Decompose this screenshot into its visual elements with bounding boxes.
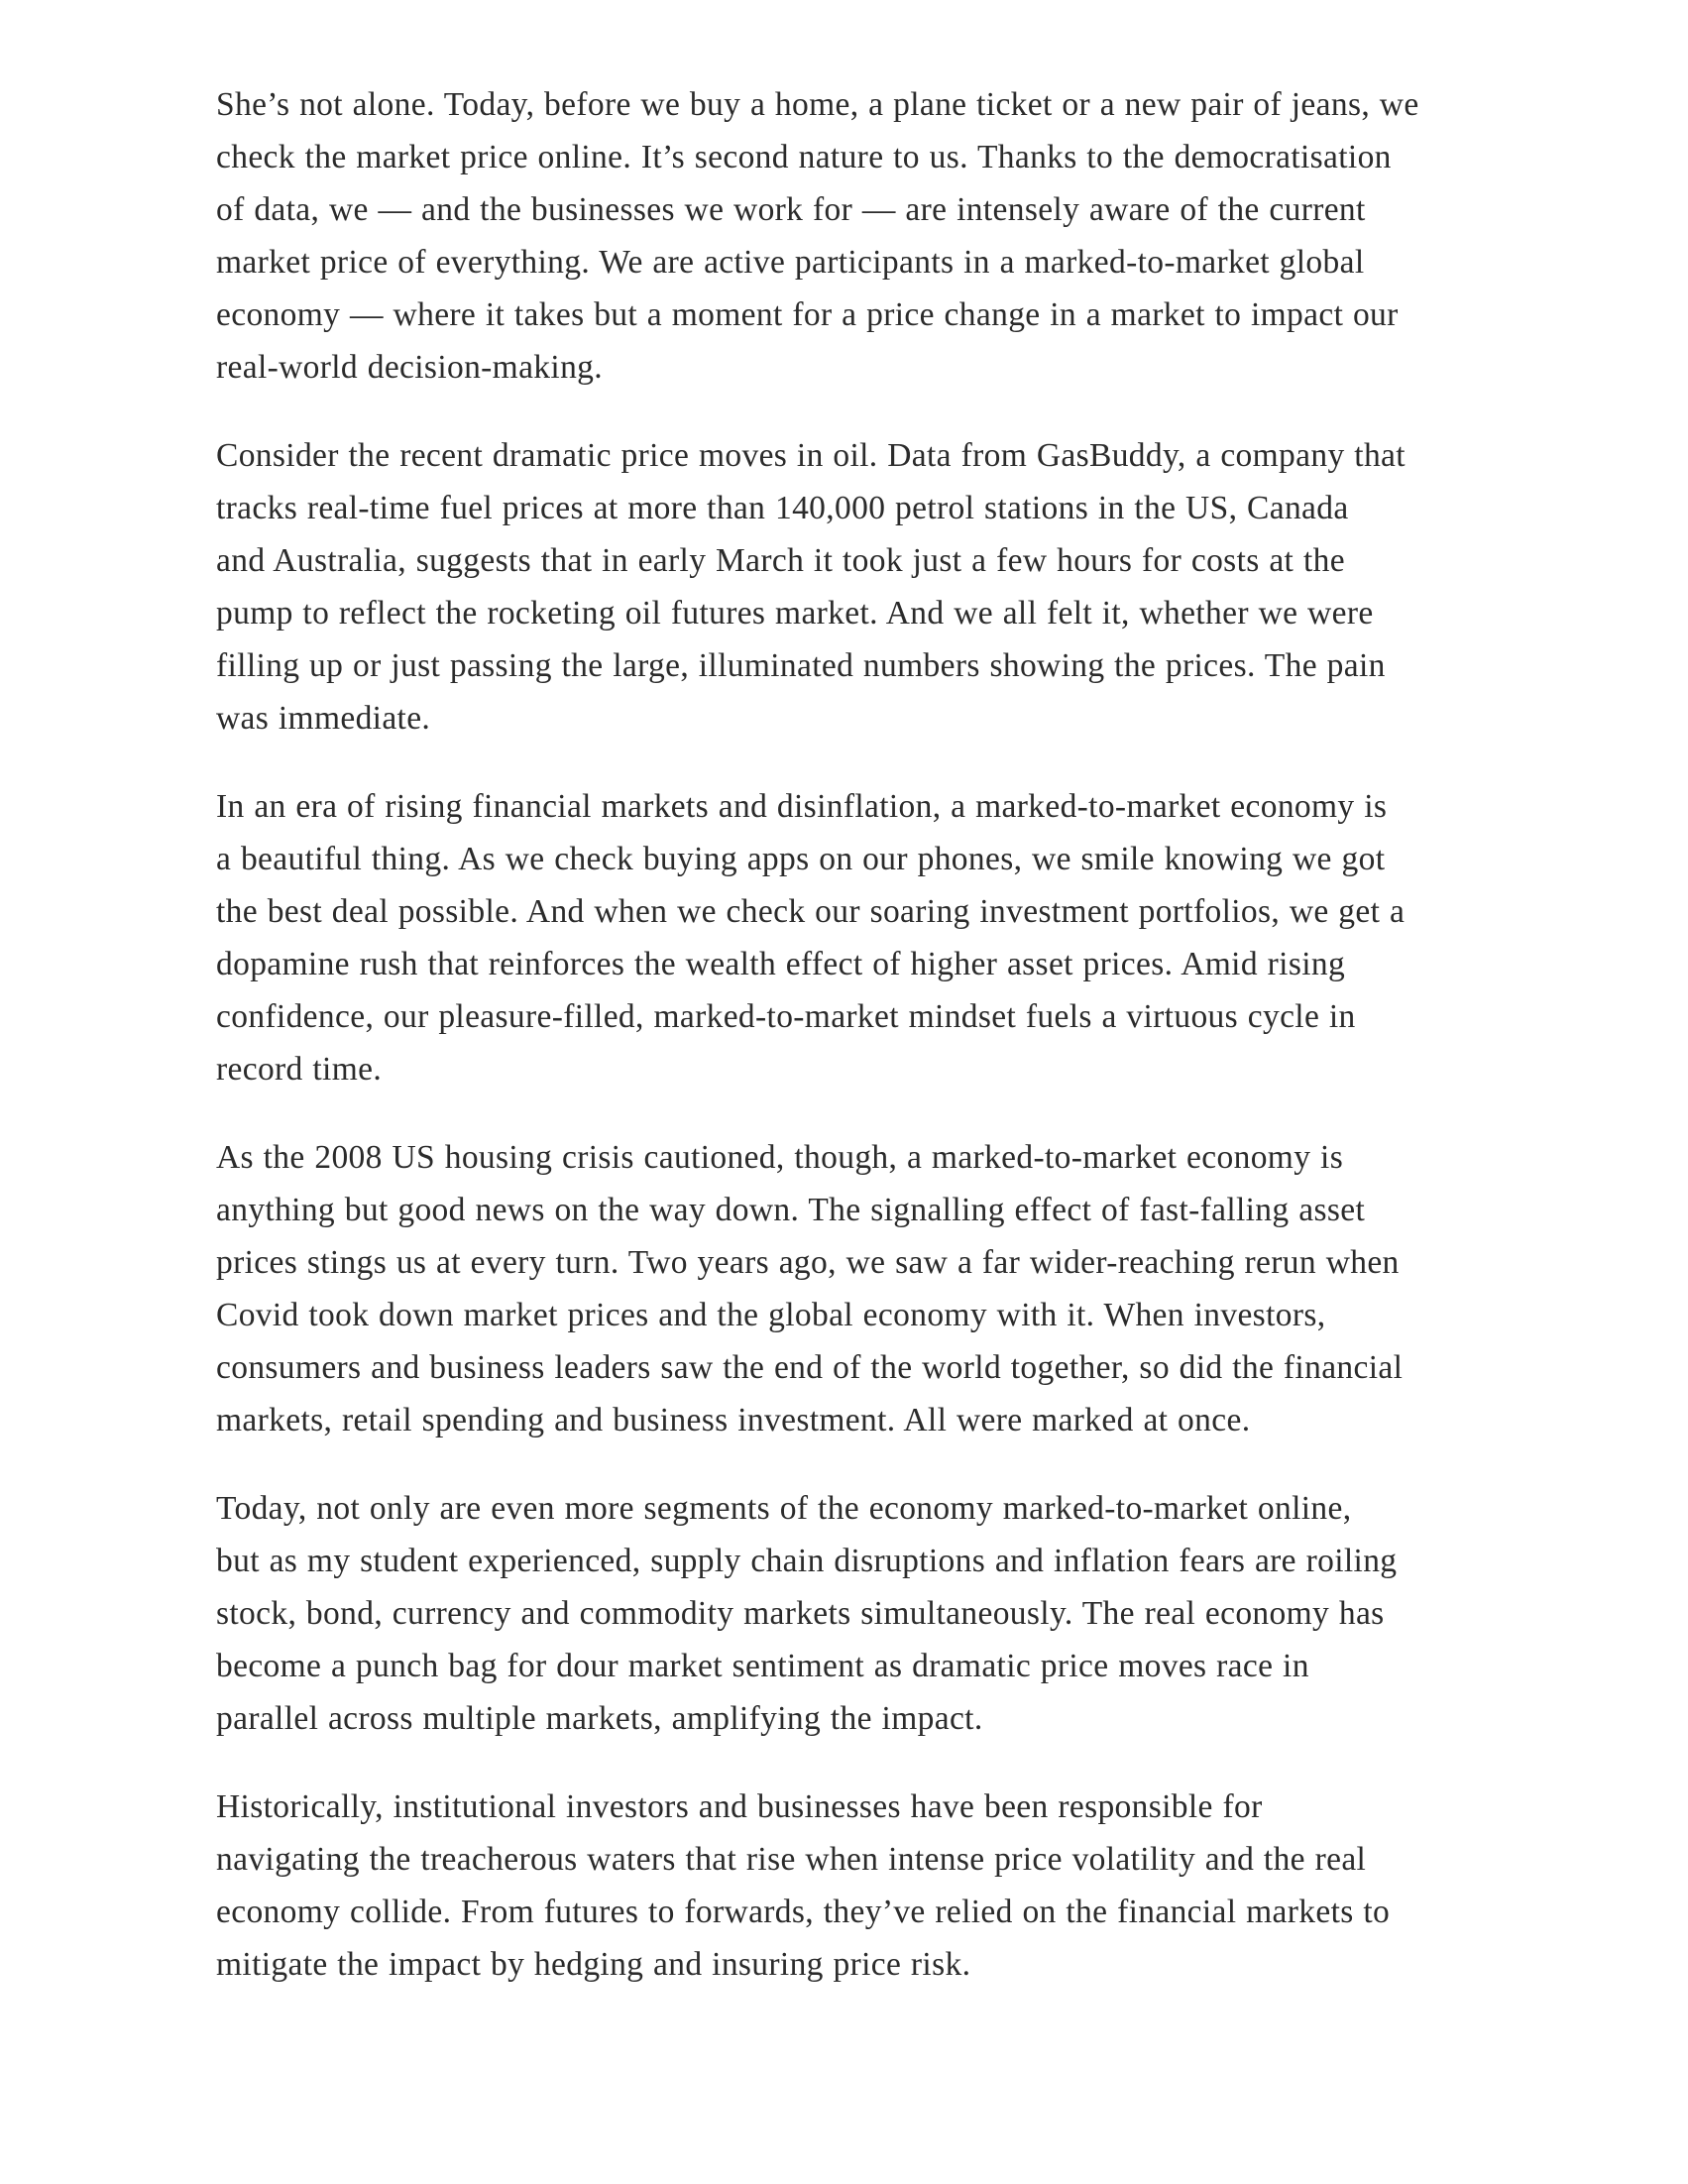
text-line: market price of everything. We are active participants in a marked-to-market global (216, 244, 1365, 281)
text-line: markets, retail spending and business investment. All were marked at once. (216, 1402, 1251, 1438)
text-line: check the market price online. It’s second nature to us. Thanks to the democratisation (216, 139, 1392, 175)
text-line: stock, bond, currency and commodity markets simultaneously. The real economy has (216, 1595, 1385, 1632)
paragraph-1 (216, 78, 1495, 394)
text-line: a beautiful thing. As we check buying apps on our phones, we smile knowing we got (216, 841, 1386, 877)
text-line: She’s not alone. Today, before we buy a home, a plane ticket or a new pair of jeans, we (216, 86, 1419, 123)
text-line: consumers and business leaders saw the end of the world together, so did the financial (216, 1349, 1404, 1386)
text-line: parallel across multiple markets, amplifying the impact. (216, 1700, 983, 1737)
text-line: filling up or just passing the large, illuminated numbers showing the prices. The pain (216, 647, 1386, 684)
text-line: record time. (216, 1051, 383, 1088)
text-line: was immediate. (216, 700, 431, 737)
text-line: pump to reflect the rocketing oil futures market. And we all felt it, whether we were (216, 595, 1374, 632)
text-line: prices stings us at every turn. Two years ago, we saw a far wider-reaching rerun when (216, 1244, 1400, 1281)
paragraph-2 (216, 429, 1495, 745)
text-line: dopamine rush that reinforces the wealth effect of higher asset prices. Amid rising (216, 946, 1346, 982)
text-line: mitigate the impact by hedging and insuring price risk. (216, 1946, 971, 1983)
text-line: As the 2008 US housing crisis cautioned, though, a marked-to-market economy is (216, 1139, 1344, 1176)
paragraph-6 (216, 1781, 1495, 1991)
text-line: the best deal possible. And when we check our soaring investment portfolios, we get a (216, 893, 1406, 930)
text-line: confidence, our pleasure-filled, marked-to-market mindset fuels a virtuous cycle in (216, 998, 1356, 1035)
text-line: economy — where it takes but a moment for a price change in a market to impact our (216, 296, 1399, 333)
paragraph-4 (216, 1131, 1495, 1446)
text-line: anything but good news on the way down. The signalling effect of fast-falling asset (216, 1192, 1366, 1228)
paragraph-5 (216, 1482, 1495, 1745)
text-line: navigating the treacherous waters that rise when intense price volatility and the real (216, 1841, 1367, 1878)
text-line: Today, not only are even more segments of the economy marked-to-market online, (216, 1490, 1352, 1527)
text-line: real-world decision-making. (216, 349, 603, 386)
text-line: become a punch bag for dour market sentiment as dramatic price moves race in (216, 1648, 1309, 1684)
article-body (216, 78, 1495, 2026)
text-line: Historically, institutional investors and businesses have been responsible for (216, 1788, 1263, 1825)
text-line: Covid took down market prices and the global economy with it. When investors, (216, 1297, 1326, 1333)
text-line: Consider the recent dramatic price moves in oil. Data from GasBuddy, a company that (216, 437, 1406, 474)
paragraph-3 (216, 780, 1495, 1095)
text-line: tracks real-time fuel prices at more than 140,000 petrol stations in the US, Canada (216, 490, 1349, 526)
text-line: but as my student experienced, supply chain disruptions and inflation fears are roiling (216, 1543, 1398, 1579)
text-line: In an era of rising financial markets and disinflation, a marked-to-market economy is (216, 788, 1388, 825)
text-line: of data, we — and the businesses we work for — are intensely aware of the current (216, 191, 1366, 228)
text-line: economy collide. From futures to forwards, they’ve relied on the financial markets to (216, 1894, 1391, 1930)
text-line: and Australia, suggests that in early March it took just a few hours for costs at the (216, 542, 1345, 579)
